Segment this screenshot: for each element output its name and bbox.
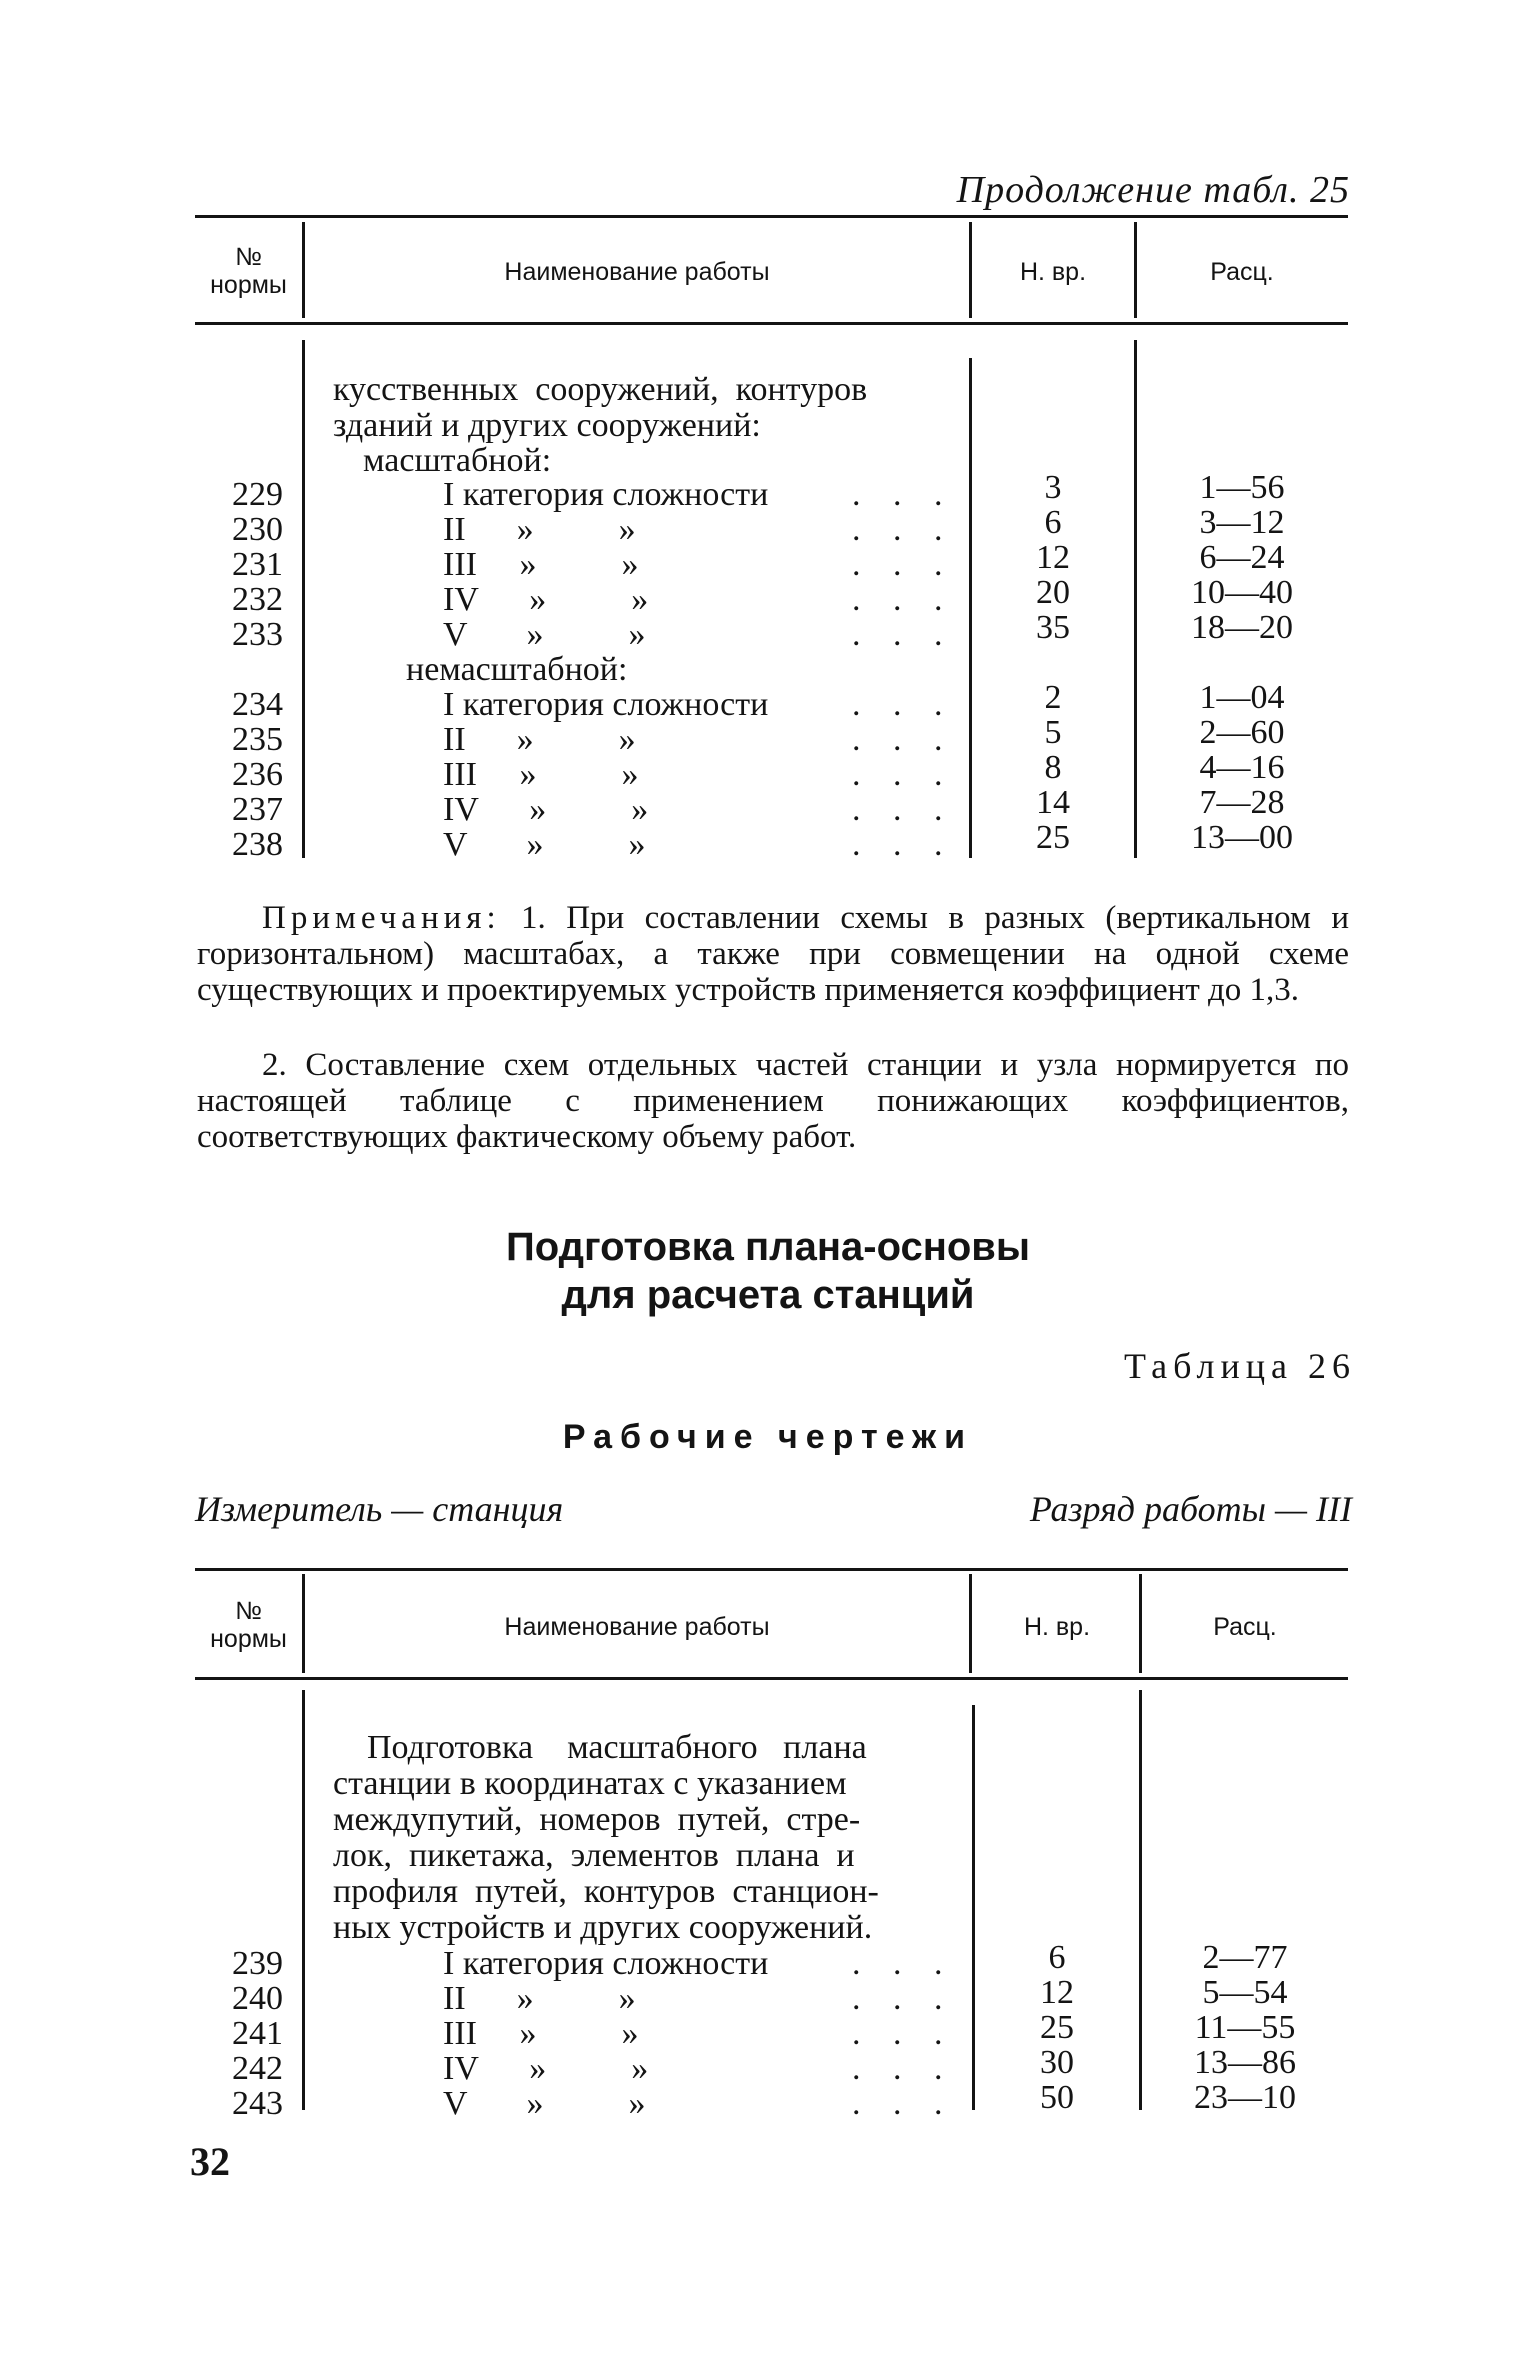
table-divider [302, 340, 305, 858]
table-rule-header [195, 1677, 1348, 1680]
rate: 2—77 [1202, 1939, 1288, 1976]
norm-time: 35 [1036, 609, 1070, 646]
group-label: масштабной: [363, 442, 552, 479]
table-rule-top [195, 215, 1348, 218]
norm-number: 238 [232, 826, 283, 863]
work-name: III » » [443, 756, 639, 793]
norm-time: 5 [1044, 714, 1062, 751]
work-name: III » » [443, 2015, 639, 2052]
work-name: V » » [443, 2085, 646, 2122]
norm-number: 235 [232, 721, 283, 758]
header-rate: Расц. [1210, 258, 1274, 286]
work-name: IV » » [443, 2050, 649, 2087]
norm-number: 231 [232, 546, 283, 583]
rate: 13—00 [1191, 819, 1293, 856]
intro-line: станции в координатах с указанием [333, 1765, 847, 1802]
header-rate: Расц. [1213, 1613, 1277, 1641]
rate: 2—60 [1199, 714, 1285, 751]
norm-time: 14 [1036, 784, 1070, 821]
leader-dots: . . . [852, 721, 955, 758]
work-name: II » » [443, 511, 636, 548]
norm-time: 50 [1040, 2079, 1074, 2116]
header-name: Наименование работы [504, 258, 770, 286]
continued-label: Продолжение табл. 25 [956, 169, 1350, 211]
header-name: Наименование работы [504, 1613, 770, 1641]
table-divider [302, 1690, 305, 2110]
page-number: 32 [190, 2139, 230, 2184]
work-name: I категория сложности [443, 686, 769, 723]
measure-unit: Измеритель — станция [195, 1489, 564, 1529]
rate: 13—86 [1194, 2044, 1296, 2081]
rate: 23—10 [1194, 2079, 1296, 2116]
work-name: I категория сложности [443, 476, 769, 513]
norm-time: 2 [1044, 679, 1062, 716]
norm-number: 240 [232, 1980, 283, 2017]
rate: 5—54 [1202, 1974, 1288, 2011]
rate: 3—12 [1199, 504, 1285, 541]
rate: 10—40 [1191, 574, 1293, 611]
table-label: Таблица 26 [1124, 1346, 1356, 1386]
norm-number: 242 [232, 2050, 283, 2087]
norm-number: 230 [232, 511, 283, 548]
norm-number: 236 [232, 756, 283, 793]
notes-label: Примечания: [262, 900, 501, 936]
header-time: Н. вр. [1023, 1613, 1091, 1641]
work-name: I категория сложности [443, 1945, 769, 1982]
rate: 7—28 [1199, 784, 1285, 821]
intro-line: Подготовка масштабного плана [333, 1729, 867, 1766]
work-name: IV » » [443, 581, 649, 618]
rate: 18—20 [1191, 609, 1293, 646]
norm-time: 6 [1044, 504, 1062, 541]
leader-dots: . . . [852, 826, 955, 863]
leader-dots: . . . [852, 511, 955, 548]
norm-time: 25 [1036, 819, 1070, 856]
leader-dots: . . . [852, 581, 955, 618]
norm-number: 232 [232, 581, 283, 618]
work-name: IV » » [443, 791, 649, 828]
table-rule-header [195, 322, 1348, 325]
norm-number: 243 [232, 2085, 283, 2122]
norm-time: 6 [1048, 1939, 1066, 1976]
leader-dots: . . . [852, 686, 955, 723]
leader-dots: . . . [852, 791, 955, 828]
work-name: III » » [443, 546, 639, 583]
header-num: № нормы [210, 243, 287, 299]
work-name: II » » [443, 721, 636, 758]
leader-dots: . . . [852, 756, 955, 793]
rate: 1—04 [1199, 679, 1285, 716]
leader-dots: . . . [852, 2015, 955, 2052]
norm-number: 234 [232, 686, 283, 723]
norm-time: 20 [1036, 574, 1070, 611]
table-rule-top [195, 1568, 1348, 1571]
norm-time: 12 [1036, 539, 1070, 576]
intro-line: зданий и других сооружений: [333, 407, 761, 444]
work-grade: Разряд работы — III [1029, 1489, 1352, 1529]
leader-dots: . . . [852, 1980, 955, 2017]
section-title: для расчета станций [561, 1273, 975, 1317]
rate: 11—55 [1194, 2009, 1296, 2046]
work-name: II » » [443, 1980, 636, 2017]
norm-number: 237 [232, 791, 283, 828]
group-label: немасштабной: [406, 651, 628, 688]
rate: 6—24 [1199, 539, 1285, 576]
leader-dots: . . . [852, 476, 955, 513]
table-subtitle: Рабочие чертежи [562, 1418, 974, 1456]
norm-number: 229 [232, 476, 283, 513]
norm-number: 233 [232, 616, 283, 653]
leader-dots: . . . [852, 616, 955, 653]
norm-time: 8 [1044, 749, 1062, 786]
section-title: Подготовка плана-основы [505, 1225, 1031, 1269]
norm-time: 30 [1040, 2044, 1074, 2081]
note-1-text: 1. При составлении схемы в разных (вертикальном и горизонтальном) масштабах, а также при совмещении на одной схеме существующих и проектируемых устройств применяется коэффициент до 1,3. [197, 900, 1349, 1008]
norm-time: 12 [1040, 1974, 1074, 2011]
rate: 4—16 [1199, 749, 1285, 786]
norm-number: 241 [232, 2015, 283, 2052]
intro-line: профиля путей, контуров станцион- [333, 1873, 879, 1910]
note-1 [197, 900, 1349, 1008]
intro-line: лок, пикетажа, элементов плана и [333, 1837, 855, 1874]
leader-dots: . . . [852, 546, 955, 583]
intro-line: ных устройств и других сооружений. [333, 1909, 873, 1946]
work-name: V » » [443, 826, 646, 863]
work-name: V » » [443, 616, 646, 653]
table-divider [969, 1574, 972, 1673]
header-num: № нормы [210, 1597, 287, 1653]
header-time: Н. вр. [1019, 258, 1087, 286]
leader-dots: . . . [852, 2050, 955, 2087]
intro-line: междупутий, номеров путей, стре- [333, 1801, 861, 1838]
intro-line: кусственных сооружений, контуров [333, 371, 868, 408]
norm-time: 3 [1044, 469, 1062, 506]
rate: 1—56 [1199, 469, 1285, 506]
norm-time: 25 [1040, 2009, 1074, 2046]
norm-number: 239 [232, 1945, 283, 1982]
note-2: 2. Составление схем отдельных частей станции и узла нормируется по настоящей таблице с применением понижающих коэффициентов, соответствующих фактическому объему работ. [197, 1047, 1349, 1155]
leader-dots: . . . [852, 1945, 955, 1982]
leader-dots: . . . [852, 2085, 955, 2122]
